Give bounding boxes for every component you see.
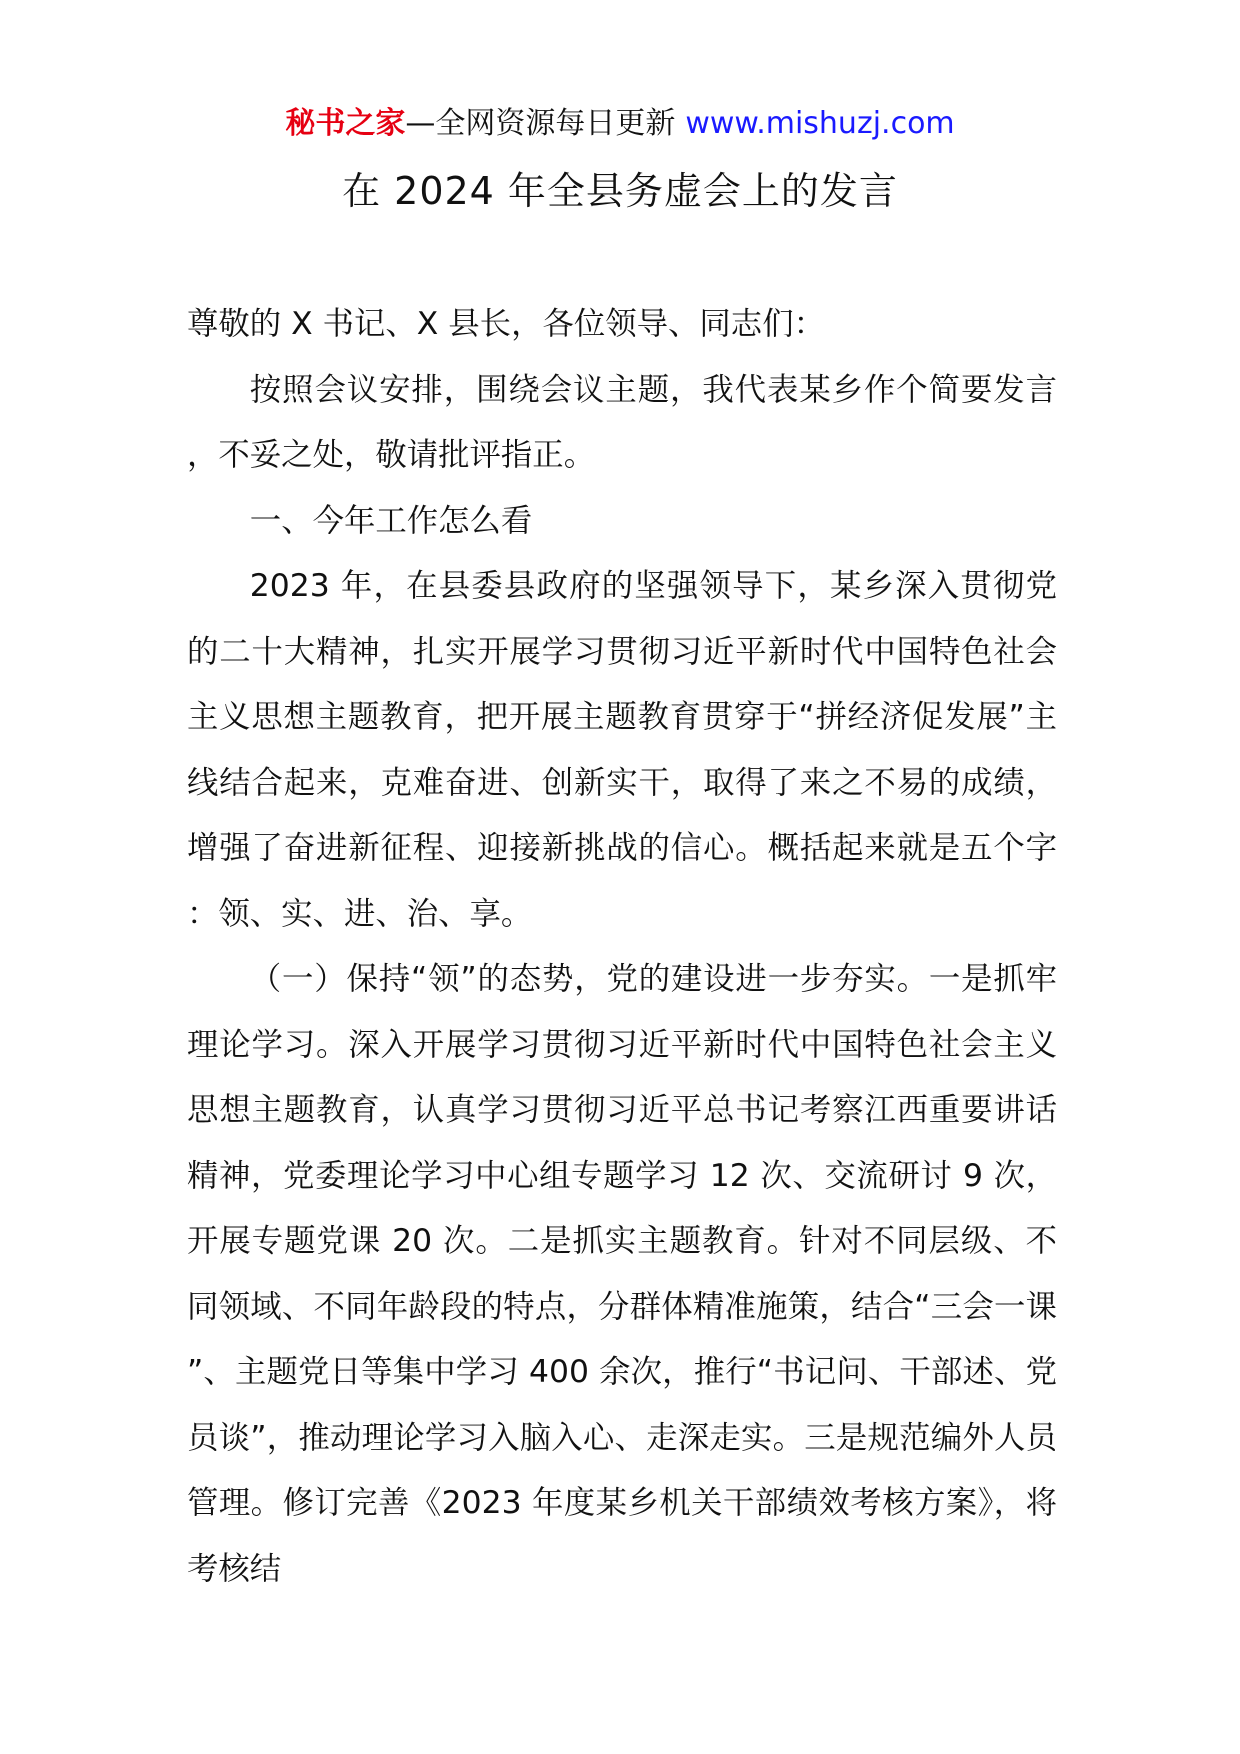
section-heading: 一、今年工作怎么看 — [249, 502, 533, 539]
document-title: 在 2024 年全县务虚会上的发言 — [342, 169, 898, 213]
brand-name: 秘书之家 — [285, 106, 406, 141]
site-url-link[interactable]: www.mishuzj.com — [685, 106, 955, 141]
header-slogan: —全网资源每日更新 — [405, 106, 676, 141]
site-header — [0, 104, 1240, 144]
paragraph-overview: 2023 年，在县委县政府的坚强领导下，某乡深入贯彻党的二十大精神，扎实开展学习贯彻习近平新时代中国特色社会主义思想主题教育，把开展主题教育贯穿于“拼经济促发展”主线结合起来，克难奋进、创新实干，取得了来之不易的成绩，增强了奋进新征程、迎接新挑战的信心。概括起来就是五个字：领、实、进、治、享。 — [187, 568, 1057, 932]
document-body — [187, 292, 1057, 1602]
salutation: 尊敬的 X 书记、X 县长，各位领导、同志们： — [187, 306, 825, 342]
paragraph-intro: 按照会议安排，围绕会议主题，我代表某乡作个简要发言，不妥之处，敬请批评指正。 — [187, 371, 1057, 473]
paragraph-party-building: （一）保持“领”的态势，党的建设进一步夯实。一是抓牢理论学习。深入开展学习贯彻习近平新时代中国特色社会主义思想主题教育，认真学习贯彻习近平总书记考察江西重要讲话精神，党委理论学习中心组专题学习 12 次、交流研讨 9 次，开展专题党课 20 次。二是抓实主题教育。针对不同层级、不同领域、不同年龄段的特点，分群体精准施策，结合“三会一课”、主题党日等集中学习 400 余次，推行“书记问、干部述、党员谈”，推动理论学习入脑入心、走深走实。三是规范编外人员管理。修订完善《2023 年度某乡机关干部绩效考核方案》，将考核结 — [187, 961, 1057, 1587]
